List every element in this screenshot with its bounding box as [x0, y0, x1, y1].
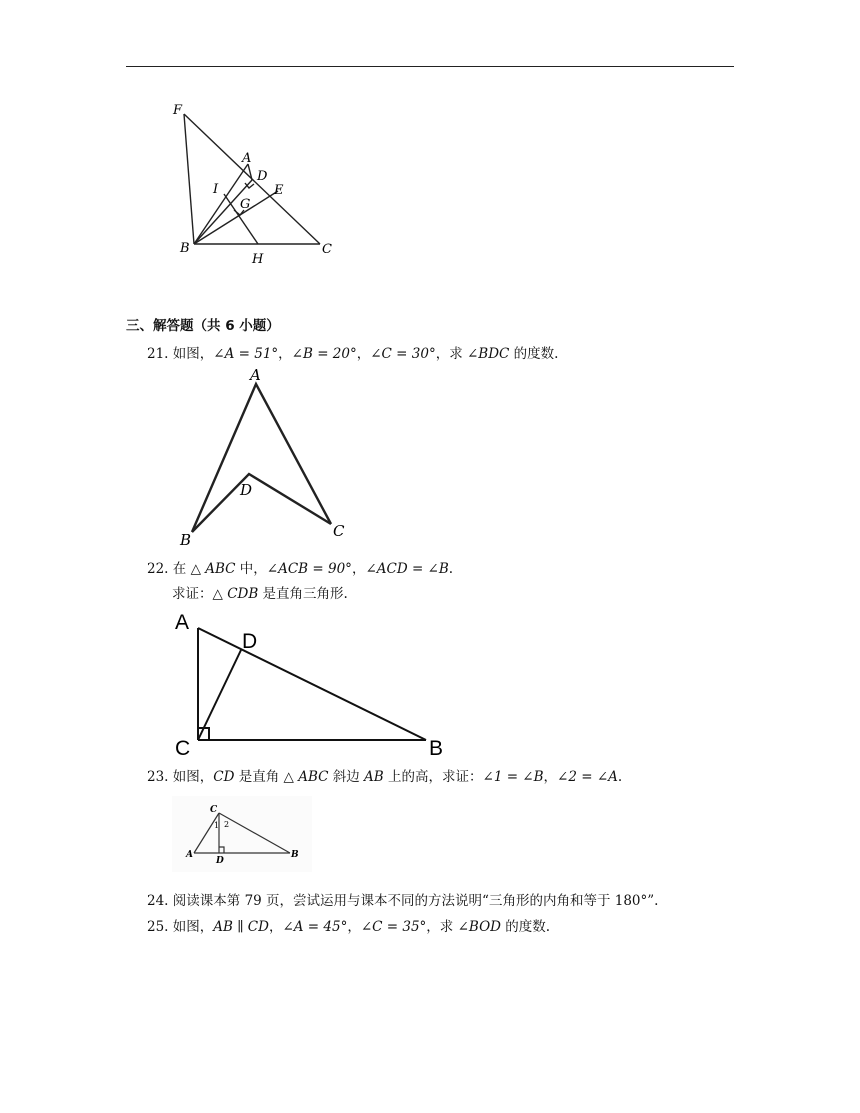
q22-line1-b: 中， [235, 561, 267, 577]
q22-end: . [448, 561, 454, 577]
segment-fb [184, 114, 194, 244]
q23-text-a: 如图， [172, 769, 214, 785]
segment-be [194, 191, 278, 244]
q22-line1-a: 在 △ [172, 561, 206, 577]
q21-number: 21. [147, 346, 169, 362]
q25-expr2: ∠A = 45° [282, 919, 348, 935]
q23-number: 23. [147, 769, 169, 785]
q25-text-c: 的度数. [500, 919, 551, 935]
segment-bd [194, 180, 252, 244]
q22-line1-tri: ABC [205, 561, 236, 577]
q23-expr2: ∠2 = ∠A [557, 769, 618, 785]
q23-end: . [617, 769, 623, 785]
segment-ab [198, 628, 426, 740]
q23-text-d: 上的高，求证： [383, 769, 483, 785]
q23-text-b: 是直角 △ [234, 769, 299, 785]
q23-ab: AB [364, 769, 384, 785]
figure-q22-right-triangle [170, 606, 460, 760]
label-c: C [175, 737, 191, 760]
q25-sep1: ， [268, 919, 283, 935]
figure-top-triangle [170, 98, 350, 270]
label-c: C [210, 805, 218, 815]
label-e: E [274, 183, 284, 198]
q21-sep2: ， [356, 346, 371, 362]
label-a: A [250, 366, 261, 384]
q23-cd: CD [213, 769, 235, 785]
label-f: F [173, 103, 183, 118]
header-rule [126, 66, 734, 67]
label-d: D [216, 856, 224, 866]
q23-tri: ABC [298, 769, 329, 785]
label-b: B [429, 737, 444, 760]
q22-expr1: ∠ACB = 90° [266, 561, 352, 577]
q22-line2-a: 求证：△ [172, 586, 228, 602]
q21-expr1: ∠A = 51° [213, 346, 279, 362]
question-21 [147, 342, 558, 362]
q22-number: 22. [147, 561, 169, 577]
label-d: D [242, 630, 258, 653]
question-25 [147, 915, 550, 935]
q21-sep1: ， [278, 346, 292, 362]
label-c: C [322, 242, 332, 257]
question-22 [147, 557, 453, 577]
q25-sep2: ， [347, 919, 361, 935]
label-b: B [180, 531, 192, 548]
q22-expr2: ∠ACD = ∠B [365, 561, 449, 577]
segment-cd [198, 650, 241, 740]
label-b: B [180, 241, 190, 256]
q24-number: 24. [147, 893, 169, 909]
label-b: B [291, 850, 299, 860]
q25-expr3: ∠C = 35° [360, 919, 427, 935]
q21-expr4: ∠BDC [467, 346, 510, 362]
label-d: D [240, 481, 253, 499]
q22-sep: ， [351, 561, 366, 577]
q23-sep: ， [543, 769, 558, 785]
q25-text-b: ，求 [426, 919, 458, 935]
question-23 [147, 765, 622, 785]
figure-q21-concave-quad [176, 364, 356, 548]
label-g: G [240, 197, 251, 212]
label-a: A [242, 151, 252, 166]
q21-text-a: 如图， [172, 346, 214, 362]
label-angle-2: 2 [224, 820, 230, 829]
q21-expr2: ∠B = 20° [291, 346, 357, 362]
q21-text-b: ，求 [435, 346, 467, 362]
label-angle-1: 1 [214, 821, 220, 830]
q25-number: 25. [147, 919, 169, 935]
question-22-line2 [172, 582, 348, 602]
q23-expr1: ∠1 = ∠B [482, 769, 544, 785]
label-h: H [252, 252, 264, 267]
q23-text-c: 斜边 [328, 769, 365, 785]
q21-expr3: ∠C = 30° [370, 346, 436, 362]
q21-text-c: 的度数. [509, 346, 559, 362]
q25-text-a: 如图， [172, 919, 214, 935]
figure-q23-altitude [172, 796, 312, 872]
section-title: 三、解答题（共 6 小题） [126, 318, 280, 334]
label-c: C [333, 522, 345, 540]
label-a: A [175, 611, 190, 634]
q24-text: 阅读课本第 79 页，尝试运用与课本不同的方法说明“三角形的内角和等于 180°”. [172, 893, 659, 909]
q22-line2-b: 是直角三角形. [258, 586, 348, 602]
question-24 [147, 889, 658, 909]
q22-line2-tri: CDB [227, 586, 259, 602]
label-a: A [186, 850, 193, 860]
label-i: I [213, 182, 219, 197]
q25-expr4: ∠BOD [457, 919, 501, 935]
q25-expr1: AB ∥ CD [213, 919, 269, 935]
label-d: D [257, 169, 268, 184]
